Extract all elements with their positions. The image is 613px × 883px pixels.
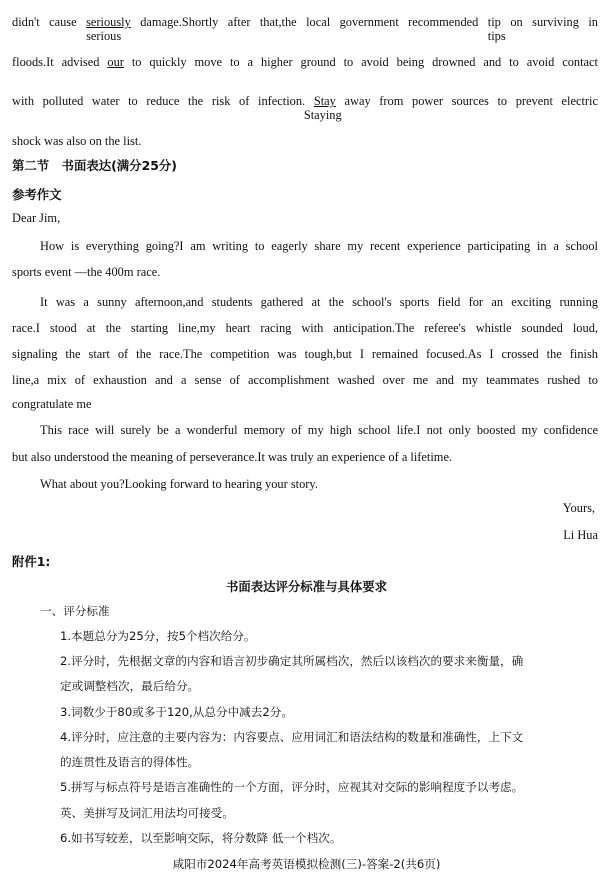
correction-stay <box>303 93 342 122</box>
closing: Yours, <box>562 501 595 515</box>
wrong-word: tip <box>487 15 501 29</box>
text-run: away from power sources to prevent electric <box>344 94 598 108</box>
correction-line-4: shock was also on the list. <box>12 134 142 148</box>
essay-line: but also understood the meaning of perseverance.It was truly an experience of a lifetime. <box>12 450 453 464</box>
appendix-title: 书面表达评分标准与具体要求 <box>225 579 388 594</box>
essay-line: race.I stood at the starting line,my heart racing with anticipation.The referee's whistle sounded loud, <box>12 321 598 335</box>
deleted-word-our: our <box>107 55 124 69</box>
appendix-label: 附件1: <box>12 554 51 569</box>
text-run: to quickly move to a higher ground to avoid being drowned and to avoid contact <box>131 55 598 69</box>
essay-line: congratulate me <box>12 397 92 411</box>
correction-tip <box>487 14 506 43</box>
rubric-item: 4.评分时，应注意的主要内容为：内容要点、应用词汇和语法结构的数量和准确性，上下文 <box>60 730 524 744</box>
corrected-word: tips <box>487 29 506 43</box>
essay-line: What about you?Looking forward to hearing your story. <box>40 477 318 491</box>
corrected-word: serious <box>86 29 122 43</box>
corrected-word: Staying <box>303 108 342 122</box>
essay-line: How is everything going?I am writing to eagerly share my recent experience participating in a school <box>40 239 598 253</box>
text-run: floods.It advised <box>12 55 100 69</box>
rubric-item: 3.词数少于80或多于120,从总分中减去2分。 <box>60 705 293 719</box>
essay-line: It was a sunny afternoon,and students gathered at the school's sports field for an exciting running <box>40 295 598 309</box>
text-run: with polluted water to reduce the risk of infection. <box>12 94 306 108</box>
rubric-item: 5.拼写与标点符号是语言准确性的一个方面，评分时，应视其对交际的影响程度予以考虑。 <box>60 780 524 794</box>
page-footer: 咸阳市2024年高考英语模拟检测(三)-答案-2(共6页) <box>172 857 441 871</box>
rubric-subheading: 一、评分标准 <box>40 604 110 618</box>
text-run: didn't cause <box>12 15 77 29</box>
correction-seriously <box>86 14 131 43</box>
rubric-item: 的连贯性及语言的得体性。 <box>60 755 200 769</box>
correction-line-2 <box>12 54 598 70</box>
rubric-item: 1.本题总分为25分，按5个档次给分。 <box>60 629 256 643</box>
essay-line: This race will surely be a wonderful memory of my high school life.I not only boosted my confidence <box>40 423 598 437</box>
wrong-word: seriously <box>86 15 131 29</box>
section-heading: 第二节 书面表达(满分25分) <box>12 158 177 173</box>
text-run: damage.Shortly after that,the local government recommended <box>140 15 479 29</box>
rubric-item: 英、美拼写及词汇用法均可接受。 <box>60 806 234 820</box>
reference-essay-title: 参考作文 <box>12 187 62 202</box>
correction-line-1 <box>12 14 598 43</box>
signature: Li Hua <box>563 528 598 542</box>
essay-line: sports event —the 400m race. <box>12 265 161 279</box>
rubric-item: 2.评分时，先根据文章的内容和语言初步确定其所属档次，然后以该档次的要求来衡量，确 <box>60 654 524 668</box>
rubric-item: 6.如书写较差，以至影响交际，将分数降 低一个档次。 <box>60 831 342 845</box>
wrong-word: Stay <box>313 94 336 108</box>
essay-line: line,a mix of exhaustion and a sense of accomplishment washed over me and my teammates rushed to <box>12 373 598 387</box>
text-run: on surviving in <box>510 15 598 29</box>
rubric-item: 定或调整档次，最后给分。 <box>60 679 200 693</box>
essay-line: signaling the start of the race.The competition was tough,but I remained focused.As I crossed the finish <box>12 347 598 361</box>
greeting: Dear Jim, <box>12 211 61 225</box>
correction-line-3 <box>12 93 598 122</box>
